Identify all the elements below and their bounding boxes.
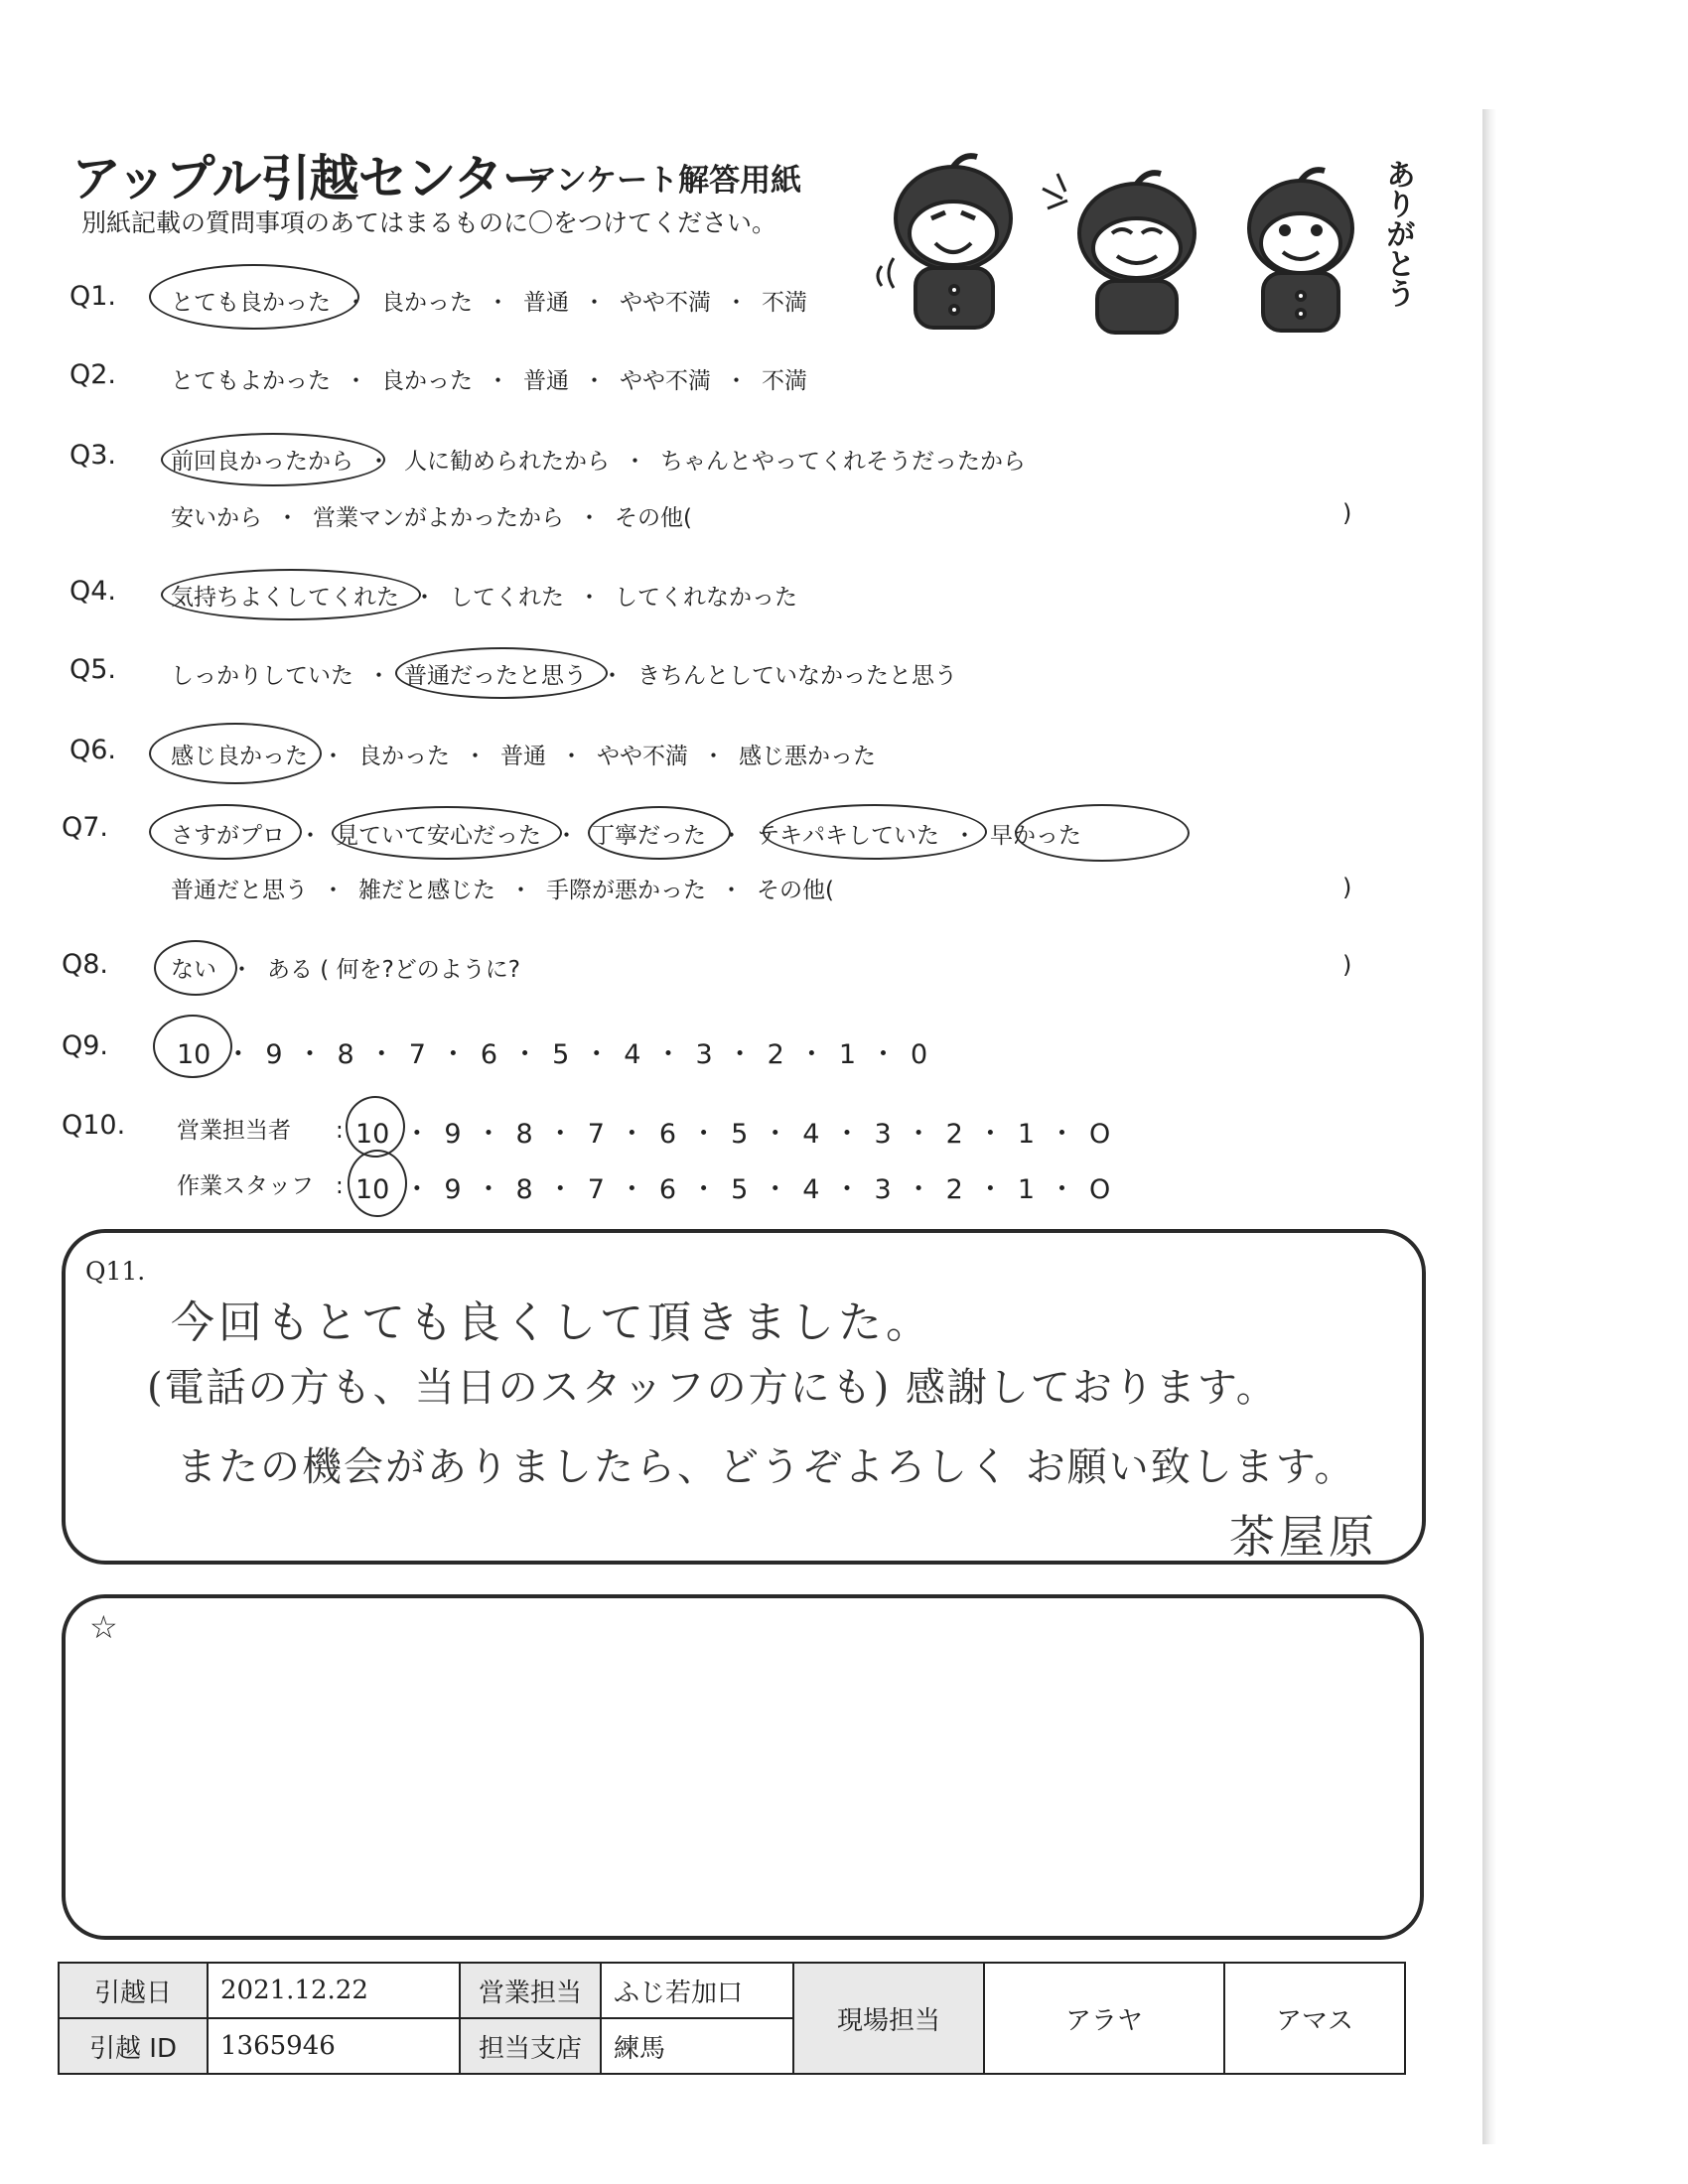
q7-selection-circle xyxy=(763,804,987,860)
q7-option[interactable]: 見ていて安心だった xyxy=(336,823,541,849)
q7-option[interactable]: 雑だと感じた xyxy=(358,878,495,903)
q10-sales-label: 営業担当者 xyxy=(177,1118,291,1144)
q10-sales-row xyxy=(177,1112,353,1145)
q10-staff-score[interactable]: 5 xyxy=(731,1174,749,1205)
gorilla-laughing-icon xyxy=(878,156,1011,328)
q11-handwriting-line2: (電話の方も、当日のスタッフの方にも) 感謝しております。 xyxy=(147,1365,1278,1411)
q4-option[interactable]: 気持ちよくしてくれた xyxy=(171,585,399,611)
q9-score-option[interactable]: 7 xyxy=(408,1039,426,1070)
q4-option[interactable]: してくれた xyxy=(450,585,564,611)
q10-sales-score[interactable]: 4 xyxy=(802,1119,820,1150)
q10-staff-score[interactable]: 1 xyxy=(1017,1174,1036,1205)
branch-value: 練馬 xyxy=(601,2018,793,2074)
q2-option[interactable]: 不満 xyxy=(762,368,807,394)
q10-sales-score[interactable]: 9 xyxy=(444,1119,462,1150)
q4-selection-circle xyxy=(161,569,421,620)
star-icon: ☆ xyxy=(89,1608,118,1646)
q10-label: Q10. xyxy=(62,1110,126,1141)
q5-selection-circle xyxy=(395,647,608,699)
q6-options: 感じ良かった ・ 良かった ・ 普通 ・ やや不満 ・ 感じ悪かった xyxy=(171,738,876,770)
q10-sales-score[interactable]: 8 xyxy=(515,1119,533,1150)
q2-options: とてもよかった ・ 良かった ・ 普通 ・ やや不満 ・ 不満 xyxy=(171,362,807,395)
q9-score-option[interactable]: 5 xyxy=(552,1039,570,1070)
q3-option[interactable]: 安いから xyxy=(171,505,262,531)
form-subtitle: アンケート解答用紙 xyxy=(526,163,802,199)
q7-selection-circle xyxy=(332,806,562,860)
q1-option[interactable]: 良かった xyxy=(381,290,473,316)
q5-options: しっかりしていた ・ 普通だったと思う ・ きちんとしていなかったと思う xyxy=(171,657,957,690)
q3-option[interactable]: 前回良かったから xyxy=(171,449,353,475)
q7-label: Q7. xyxy=(62,812,109,843)
q3-option[interactable]: ちゃんとやってくれそうだったから xyxy=(660,449,1026,475)
q7-option[interactable]: テキパキしていた xyxy=(757,823,939,849)
q9-score-option[interactable]: 0 xyxy=(911,1039,928,1070)
q7-selection-circle xyxy=(149,804,302,860)
q9-label: Q9. xyxy=(62,1030,109,1061)
q10-sales-scale: 10 ・ 9 ・ 8 ・ 7 ・ 6 ・ 5 ・ 4 ・ 3 ・ 2 ・ 1 ・ O xyxy=(355,1119,1111,1150)
q9-score-option[interactable]: 9 xyxy=(265,1039,283,1070)
q10-sales-score[interactable]: 3 xyxy=(874,1119,892,1150)
q10-staff-score[interactable]: 3 xyxy=(874,1174,892,1205)
gorilla-grinning-icon xyxy=(1043,173,1195,333)
q5-label: Q5. xyxy=(70,654,117,685)
q8-close-paren: ) xyxy=(1342,951,1352,979)
q10-colon: : xyxy=(336,1173,344,1199)
q10-staff-score[interactable]: 7 xyxy=(587,1174,605,1205)
q10-sales-score[interactable]: 7 xyxy=(587,1119,605,1150)
q10-staff-score[interactable]: 10 xyxy=(355,1174,390,1205)
site-staff-value-1: アラヤ xyxy=(984,1963,1224,2074)
q9-score-option[interactable]: 1 xyxy=(838,1039,857,1070)
q3-option[interactable]: 人に勧められたから xyxy=(404,449,610,475)
q10-colon: : xyxy=(336,1118,344,1144)
sales-rep-label: 営業担当 xyxy=(460,1963,601,2018)
q2-label: Q2. xyxy=(70,359,117,390)
q6-selection-circle xyxy=(149,723,322,784)
q2-option[interactable]: 良かった xyxy=(381,368,473,394)
q11-label: Q11. xyxy=(85,1257,146,1286)
q3-option[interactable]: 営業マンがよかったから xyxy=(313,505,564,531)
q10-sales-score[interactable]: 1 xyxy=(1017,1119,1036,1150)
q2-option[interactable]: とてもよかった xyxy=(171,368,331,394)
thanks-vertical-text: ありがとう xyxy=(1380,159,1415,308)
brand-title: アップル引越センター xyxy=(71,150,551,207)
q2-option[interactable]: 普通 xyxy=(523,368,569,394)
q7-option[interactable]: 丁寧だった xyxy=(592,823,706,849)
q7-option[interactable]: さすがプロ xyxy=(171,823,285,849)
move-date-value: 2021.12.22 xyxy=(208,1963,460,2018)
q10-staff-score[interactable]: 8 xyxy=(515,1174,533,1205)
q1-label: Q1. xyxy=(70,281,117,312)
move-date-label: 引越日 xyxy=(59,1963,208,2018)
q8-label: Q8. xyxy=(62,949,109,980)
q3-options-line2: 安いから ・ 営業マンがよかったから ・ その他( xyxy=(171,499,692,532)
q7-options-line1: さすがプロ ・ 見ていて安心だった ・ 丁寧だった ・ テキパキしていた ・ 早かった xyxy=(171,817,1081,850)
q3-options-line1: 前回良かったから ・ 人に勧められたから ・ ちゃんとやってくれそうだったから xyxy=(171,443,1026,476)
q10-staff-score[interactable]: 6 xyxy=(658,1174,677,1205)
q10-sales-selection-circle xyxy=(346,1096,405,1158)
q9-score-option[interactable]: 3 xyxy=(695,1039,713,1070)
q11-signature: 茶屋原 xyxy=(1229,1510,1378,1564)
moving-info-table xyxy=(58,1962,1406,2075)
site-staff-label: 現場担当 xyxy=(793,1963,984,2074)
q7-option[interactable]: その他( xyxy=(757,878,834,903)
q11-handwriting-line1: 今回もとても良くして頂きました。 xyxy=(171,1297,933,1348)
q10-staff-scale: 10 ・ 9 ・ 8 ・ 7 ・ 6 ・ 5 ・ 4 ・ 3 ・ 2 ・ 1 ・ O xyxy=(355,1174,1111,1205)
q3-option[interactable]: その他( xyxy=(615,505,692,531)
q3-selection-circle xyxy=(161,433,385,486)
q5-option[interactable]: しっかりしていた xyxy=(171,663,353,689)
q7-option[interactable]: 手際が悪かった xyxy=(546,878,706,903)
star-comment-box[interactable] xyxy=(62,1594,1424,1940)
q9-selection-circle xyxy=(153,1015,232,1078)
q7-option[interactable]: 普通だと思う xyxy=(171,878,308,903)
q6-option[interactable]: 感じ良かった xyxy=(171,744,308,769)
q7-close-paren: ) xyxy=(1342,874,1352,901)
site-staff-value-2: アマス xyxy=(1224,1963,1405,2074)
q10-staff-score[interactable]: O xyxy=(1089,1174,1111,1205)
q4-label: Q4. xyxy=(70,576,117,607)
q6-label: Q6. xyxy=(70,735,117,765)
q1-option[interactable]: とても良かった xyxy=(171,290,331,316)
q10-sales-score[interactable]: O xyxy=(1089,1119,1111,1150)
q9-scale: 10 ・ 9 ・ 8 ・ 7 ・ 6 ・ 5 ・ 4 ・ 3 ・ 2 ・ 1 ・ 0 xyxy=(177,1039,928,1070)
q2-option[interactable]: やや不満 xyxy=(620,368,711,394)
sales-rep-value: ふじ若加口 xyxy=(601,1963,793,2018)
gorilla-mascot-illustration xyxy=(874,149,1410,338)
q9-score-option[interactable]: 10 xyxy=(177,1039,211,1070)
q10-staff-score[interactable]: 4 xyxy=(802,1174,820,1205)
q7-selection-circle xyxy=(1015,804,1190,862)
q9-score-option[interactable]: 6 xyxy=(480,1039,498,1070)
q1-option[interactable]: 普通 xyxy=(523,290,569,316)
branch-label: 担当支店 xyxy=(460,2018,601,2074)
q4-option[interactable]: してくれなかった xyxy=(615,585,797,611)
q11-handwriting-line3: またの機会がありましたら、どうぞよろしく お願い致します。 xyxy=(177,1444,1356,1490)
move-id-label: 引越 ID xyxy=(59,2018,208,2074)
q10-staff-selection-circle xyxy=(348,1150,407,1217)
q10-sales-score[interactable]: 5 xyxy=(731,1119,749,1150)
gorilla-smiling-icon xyxy=(1249,170,1352,331)
q9-score-option[interactable]: 8 xyxy=(337,1039,354,1070)
q10-sales-score[interactable]: 10 xyxy=(355,1119,390,1150)
q10-staff-score[interactable]: 9 xyxy=(444,1174,462,1205)
q1-option[interactable]: 不満 xyxy=(762,290,807,316)
q3-close-paren: ) xyxy=(1342,499,1352,527)
q1-selection-circle xyxy=(149,264,359,330)
q8-option[interactable]: ない xyxy=(171,957,216,983)
q8-options: ない ・ ある ( 何を?どのように? xyxy=(171,951,520,984)
q5-option[interactable]: 普通だったと思う xyxy=(404,663,587,689)
q6-option[interactable]: 良かった xyxy=(358,744,450,769)
q9-score-option[interactable]: 4 xyxy=(624,1039,641,1070)
instruction-text: 別紙記載の質問事項のあてはまるものに〇をつけてください。 xyxy=(81,208,777,237)
q9-score-option[interactable]: 2 xyxy=(767,1039,784,1070)
q7-selection-circle xyxy=(588,806,731,860)
q6-option[interactable]: 感じ悪かった xyxy=(739,744,876,769)
q6-option[interactable]: 普通 xyxy=(500,744,546,769)
q8-option[interactable]: ある ( 何を?どのように? xyxy=(267,957,521,983)
q4-options: 気持ちよくしてくれた ・ してくれた ・ してくれなかった xyxy=(171,579,797,612)
q7-option[interactable]: 早かった xyxy=(990,823,1081,849)
q10-staff-row xyxy=(177,1167,353,1200)
q8-selection-circle xyxy=(154,940,237,996)
q10-sales-score[interactable]: 2 xyxy=(945,1119,963,1150)
q6-option[interactable]: やや不満 xyxy=(597,744,688,769)
page-edge-shadow xyxy=(1482,109,1496,2144)
q1-option[interactable]: やや不満 xyxy=(620,290,711,316)
move-id-value: 1365946 xyxy=(208,2018,460,2074)
q1-options: とても良かった ・ 良かった ・ 普通 ・ やや不満 ・ 不満 xyxy=(171,284,807,317)
q5-option[interactable]: きちんとしていなかったと思う xyxy=(637,663,957,689)
q10-staff-label: 作業スタッフ xyxy=(177,1173,314,1199)
q10-sales-score[interactable]: 6 xyxy=(658,1119,677,1150)
q7-options-line2: 普通だと思う ・ 雑だと感じた ・ 手際が悪かった ・ その他( xyxy=(171,872,834,904)
q3-label: Q3. xyxy=(70,440,117,471)
q10-staff-score[interactable]: 2 xyxy=(945,1174,963,1205)
